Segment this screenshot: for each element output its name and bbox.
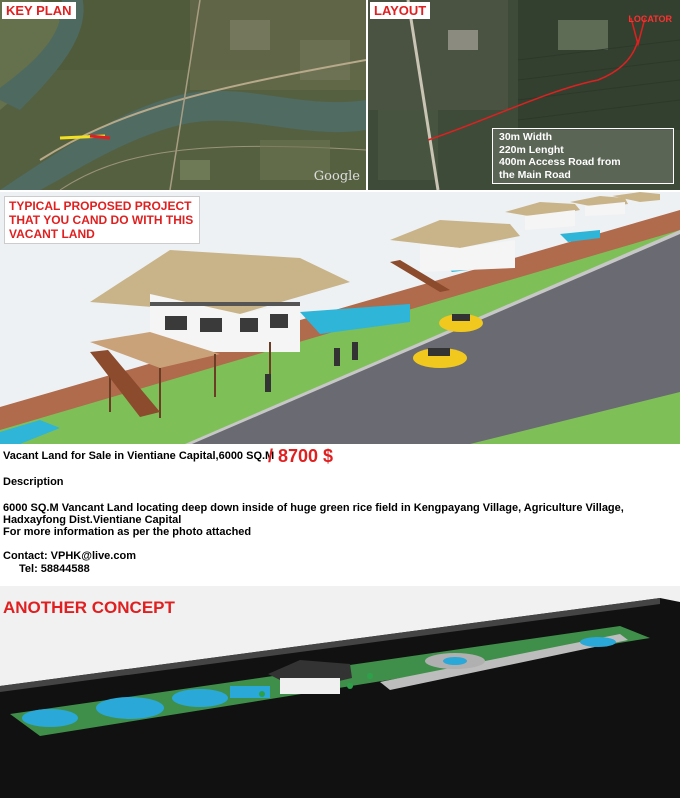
access-road-detail-cont: the Main Road — [499, 168, 571, 181]
description-line-2: Hadxayfong Dist.Vientiane Capital — [3, 514, 182, 526]
proposed-project-render — [0, 192, 680, 444]
description-heading: Description — [3, 476, 64, 488]
listing-price: / 8700 $ — [268, 446, 334, 466]
description-line-1: 6000 SQ.M Vancant Land locating deep down inside of huge green rice field in Kengpayang Village, Agriculture Village, — [3, 502, 624, 514]
description-line-3: For more information as per the photo attached — [3, 526, 252, 538]
layout-map — [368, 0, 680, 190]
description-body — [3, 502, 663, 538]
contact-block — [3, 550, 136, 576]
contact-email: Contact: VPHK@live.com — [3, 550, 136, 562]
caption-line-3: VACANT LAND — [9, 227, 95, 241]
key-plan-map — [0, 0, 366, 190]
locator-label: LOCATOR — [628, 14, 672, 24]
layout-info-box — [492, 128, 674, 184]
listing-title: Vacant Land for Sale in Vientiane Capital,6000 SQ.M — [3, 450, 275, 462]
width-detail: 30m Width — [499, 131, 552, 143]
layout-label: LAYOUT — [370, 2, 430, 19]
contact-phone: Tel: 58844588 — [19, 563, 90, 575]
access-road-detail: 400m Access Road from — [499, 156, 621, 168]
google-watermark: Google — [313, 169, 360, 184]
render-caption — [4, 196, 200, 244]
key-plan-satellite-image — [0, 0, 366, 190]
caption-line-1: TYPICAL PROPOSED PROJECT — [9, 199, 192, 213]
length-detail: 220m Lenght — [499, 143, 564, 156]
another-concept-section — [0, 586, 680, 798]
listing-info — [0, 446, 680, 584]
key-plan-label: KEY PLAN — [2, 2, 76, 19]
another-concept-title: ANOTHER CONCEPT — [3, 598, 175, 617]
concept-site-render — [0, 586, 680, 798]
caption-line-2: THAT YOU CAND DO WITH THIS — [9, 213, 194, 227]
